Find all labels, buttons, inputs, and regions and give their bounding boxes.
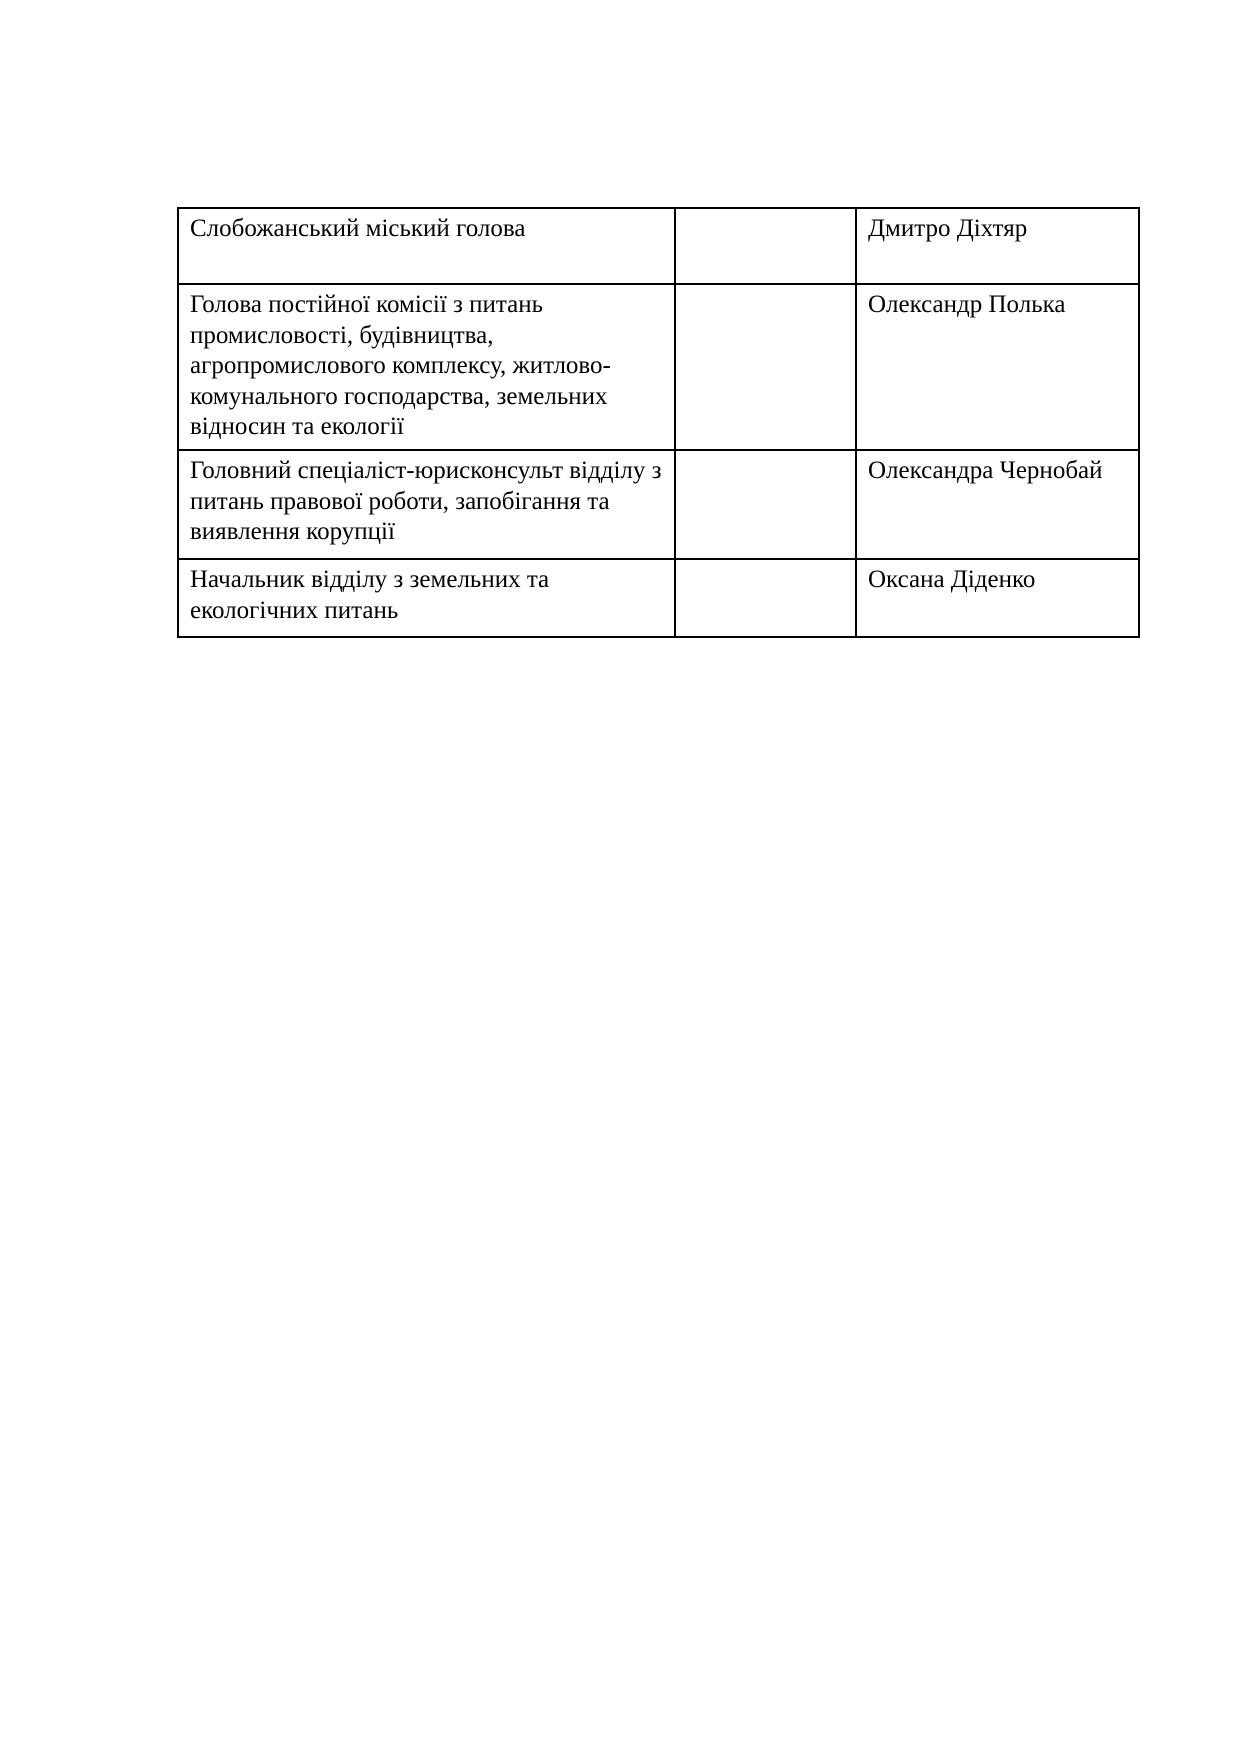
name-cell: Дмитро Діхтяр <box>856 208 1139 284</box>
table-row <box>178 559 1139 637</box>
signature-cell <box>675 284 856 450</box>
signature-cell <box>675 559 856 637</box>
signature-cell <box>675 450 856 559</box>
position-cell: Слобожанський міський голова <box>178 208 675 284</box>
name-cell: Олександра Чернобай <box>856 450 1139 559</box>
table-row <box>178 208 1139 284</box>
name-cell: Олександр Полька <box>856 284 1139 450</box>
signature-table <box>177 207 1140 638</box>
signature-cell <box>675 208 856 284</box>
position-cell: Начальник відділу з земельних та екологічних питань <box>178 559 675 637</box>
table-row <box>178 284 1139 450</box>
table-row <box>178 450 1139 559</box>
name-cell: Оксана Діденко <box>856 559 1139 637</box>
position-cell: Головний спеціаліст-юрисконсульт відділу з питань правової роботи, запобігання та виявлення корупції <box>178 450 675 559</box>
position-cell: Голова постійної комісії з питань промисловості, будівництва, агропромислового комплексу, житлово-комунального господарства, земельних відносин та екології <box>178 284 675 450</box>
